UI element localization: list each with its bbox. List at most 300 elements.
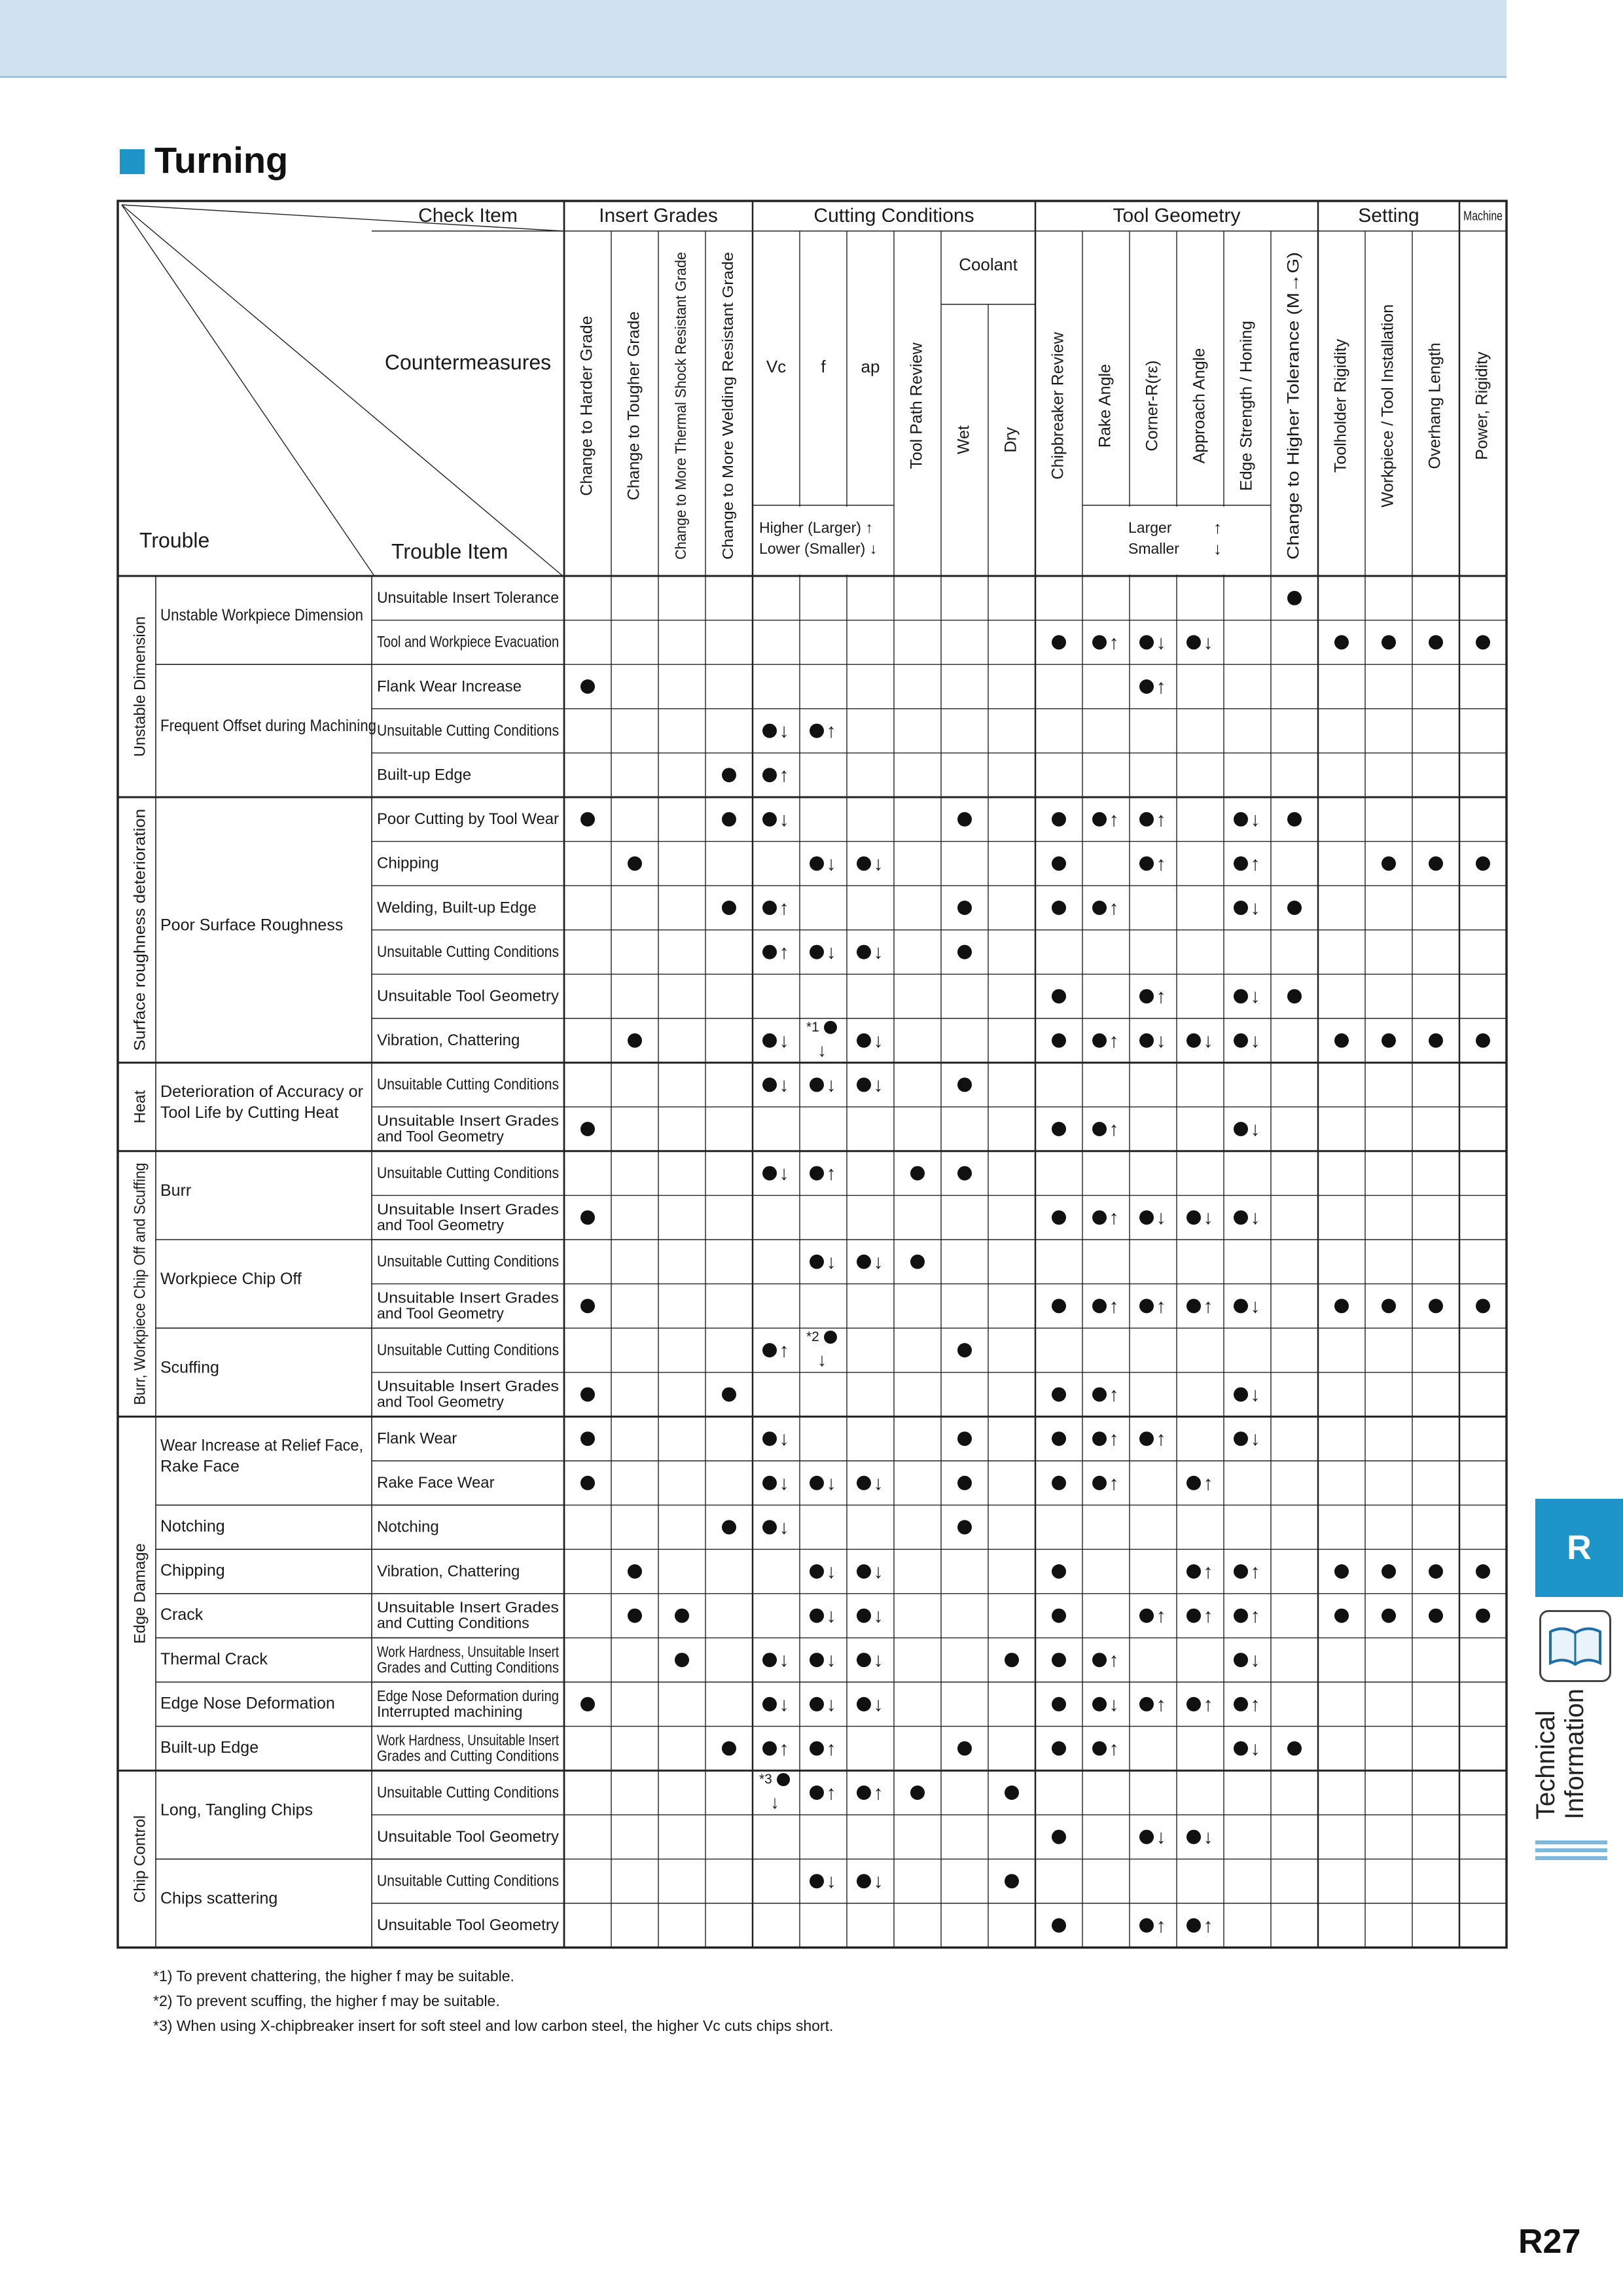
trouble-item: Grades and Cutting Conditions xyxy=(377,1659,559,1676)
bullet-mark xyxy=(1186,1033,1201,1048)
countermeasure-mark xyxy=(1476,856,1490,870)
bullet-mark xyxy=(1139,1697,1154,1712)
countermeasure-mark xyxy=(762,721,789,742)
arrow-mark: ↓ xyxy=(770,1792,779,1812)
bullet-mark xyxy=(810,1697,824,1712)
countermeasure-mark xyxy=(1476,1033,1490,1048)
countermeasure-mark xyxy=(1052,1830,1066,1844)
bullet-mark xyxy=(1476,856,1490,870)
trouble-item: Interrupted machining xyxy=(377,1702,523,1720)
countermeasure-mark xyxy=(580,1122,595,1136)
arrow-mark: ↓ xyxy=(1250,986,1260,1008)
bullet-mark xyxy=(762,1431,777,1446)
arrow-mark: ↓ xyxy=(873,1074,883,1096)
bullet-mark xyxy=(722,1388,736,1402)
bullet-mark xyxy=(1092,1210,1107,1225)
bullet-mark xyxy=(762,1476,777,1490)
countermeasure-mark xyxy=(857,1649,883,1671)
trouble-item: and Tool Geometry xyxy=(377,1304,504,1322)
legend-up-arrow: ↑ xyxy=(1213,517,1222,537)
arrow-mark: ↓ xyxy=(1203,1207,1213,1229)
countermeasure-mark xyxy=(1092,897,1119,919)
trouble-item: Unsuitable Insert Grades xyxy=(377,1377,559,1395)
trouble-item: Unsuitable Insert Grades xyxy=(377,1598,559,1616)
column-header: Change to Higher Tolerance (M→G) xyxy=(1284,298,1303,560)
bullet-mark xyxy=(857,1564,871,1579)
countermeasure-mark xyxy=(1052,1741,1066,1755)
bullet-mark xyxy=(1234,901,1248,915)
trouble-group-label: Heat xyxy=(131,1090,149,1124)
column-header: Change to Harder Grade xyxy=(577,315,596,496)
countermeasure-mark xyxy=(857,1030,883,1052)
arrow-mark: ↑ xyxy=(1109,1384,1119,1406)
bullet-mark xyxy=(762,1166,777,1181)
countermeasure-mark xyxy=(1186,1605,1213,1627)
trouble-item: Built-up Edge xyxy=(377,766,472,784)
countermeasure-mark xyxy=(1234,1030,1260,1052)
bullet-mark xyxy=(810,724,824,738)
arrow-mark: ↓ xyxy=(1250,897,1260,919)
countermeasure-mark xyxy=(580,679,595,694)
trouble-name: Tool Life by Cutting Heat xyxy=(160,1103,339,1122)
countermeasure-mark xyxy=(810,1871,836,1892)
bullet-mark xyxy=(1234,812,1248,827)
bullet-mark xyxy=(857,1255,871,1269)
countermeasure-mark xyxy=(957,1741,972,1755)
countermeasure-mark xyxy=(1234,809,1260,831)
check-item-label: Check Item xyxy=(418,204,518,226)
countermeasure-mark xyxy=(1382,1609,1396,1623)
bullet-mark xyxy=(1092,1299,1107,1313)
bullet-mark xyxy=(810,1785,824,1800)
arrow-mark: ↓ xyxy=(826,1649,836,1672)
trouble-item: and Tool Geometry xyxy=(377,1128,504,1145)
countermeasure-mark xyxy=(1429,1609,1443,1623)
arrow-mark: ↓ xyxy=(1203,1826,1213,1848)
bullet-mark xyxy=(810,1653,824,1667)
trouble-name: Thermal Crack xyxy=(160,1649,268,1668)
column-header: Overhang Length xyxy=(1425,342,1444,469)
countermeasure-mark xyxy=(910,1166,925,1181)
bullet-mark xyxy=(1429,1564,1443,1579)
countermeasure-mark xyxy=(1005,1653,1019,1667)
bullet-mark xyxy=(675,1609,689,1623)
bullet-mark xyxy=(1186,1476,1201,1490)
countermeasure-mark xyxy=(1092,632,1119,653)
trouble-name: Frequent Offset during Machining xyxy=(160,717,376,736)
countermeasure-mark xyxy=(1052,1918,1066,1933)
arrow-mark: ↑ xyxy=(1156,1605,1166,1627)
decorative-stripes xyxy=(1535,1840,1607,1864)
countermeasure-mark xyxy=(722,1741,736,1755)
trouble-group-label: Burr, Workpiece Chip Off and Scuffing xyxy=(131,1140,149,1405)
countermeasure-mark xyxy=(1092,1738,1119,1759)
countermeasure-mark xyxy=(762,942,789,963)
bullet-mark xyxy=(1234,1388,1248,1402)
trouble-item: Unsuitable Cutting Conditions xyxy=(377,1784,559,1802)
countermeasure-mark xyxy=(1092,1119,1119,1140)
bullet-mark xyxy=(857,1077,871,1092)
bullet-mark xyxy=(1092,635,1107,649)
bullet-mark xyxy=(1005,1785,1019,1800)
countermeasure-mark xyxy=(806,1329,837,1370)
trouble-name: Notching xyxy=(160,1517,225,1536)
bullet-mark xyxy=(1382,635,1396,649)
trouble-name: Chips scattering xyxy=(160,1889,278,1908)
countermeasure-mark xyxy=(1287,1741,1302,1755)
bullet-mark xyxy=(1476,1299,1490,1313)
arrow-mark: ↓ xyxy=(826,853,836,875)
bullet-mark xyxy=(1005,1653,1019,1667)
bullet-mark xyxy=(957,1741,972,1755)
arrow-mark: ↑ xyxy=(1109,632,1119,654)
countermeasure-mark xyxy=(762,1473,789,1494)
arrow-mark: ↓ xyxy=(873,1649,883,1672)
trouble-item: Unsuitable Insert Grades xyxy=(377,1289,559,1306)
bullet-mark xyxy=(1092,1388,1107,1402)
countermeasure-mark xyxy=(1005,1874,1019,1888)
arrow-mark: ↓ xyxy=(873,941,883,963)
countermeasure-mark xyxy=(1139,1605,1166,1627)
arrow-mark: ↓ xyxy=(779,1472,789,1494)
countermeasure-mark xyxy=(857,853,883,874)
bullet-mark xyxy=(1052,1122,1066,1136)
bullet-mark xyxy=(1139,1609,1154,1623)
bullet-mark xyxy=(1234,1741,1248,1755)
trouble-item: and Cutting Conditions xyxy=(377,1614,529,1632)
countermeasure-mark xyxy=(762,764,789,786)
trouble-name: Workpiece Chip Off xyxy=(160,1270,302,1289)
countermeasure-mark xyxy=(857,1561,883,1583)
arrow-mark: ↑ xyxy=(1109,1472,1119,1494)
countermeasure-mark xyxy=(1476,1564,1490,1579)
bullet-mark xyxy=(1234,1122,1248,1136)
countermeasure-mark xyxy=(1186,1295,1213,1317)
column-header: Approach Angle xyxy=(1190,348,1209,464)
trouble-item: Unsuitable Cutting Conditions xyxy=(377,1341,559,1359)
insert-grades-header: Insert Grades xyxy=(599,204,718,226)
footnote: *3) When using X-chipbreaker insert for soft steel and low carbon steel, the higher Vc cuts chips short. xyxy=(153,2017,834,2034)
bullet-mark xyxy=(1005,1874,1019,1888)
bullet-mark xyxy=(1382,1299,1396,1313)
arrow-mark: ↓ xyxy=(779,1074,789,1096)
arrow-mark: ↓ xyxy=(1250,1384,1260,1406)
bullet-mark xyxy=(1476,1609,1490,1623)
arrow-mark: ↓ xyxy=(1250,1295,1260,1318)
bullet-mark xyxy=(1052,1033,1066,1048)
bullet-mark xyxy=(762,1697,777,1712)
bullet-mark xyxy=(910,1785,925,1800)
countermeasure-mark xyxy=(857,1871,883,1892)
bullet-mark xyxy=(810,1741,824,1755)
arrow-mark: ↓ xyxy=(1109,1693,1119,1715)
bullet-mark xyxy=(1092,1122,1107,1136)
countermeasure-mark xyxy=(1139,1428,1166,1450)
arrow-mark: ↓ xyxy=(1250,808,1260,831)
trouble-item: Rake Face Wear xyxy=(377,1474,495,1492)
arrow-mark: ↑ xyxy=(826,1162,836,1185)
bullet-mark xyxy=(1382,1609,1396,1623)
countermeasure-mark xyxy=(1052,1388,1066,1402)
bullet-mark xyxy=(1334,1609,1349,1623)
countermeasure-mark xyxy=(628,1609,642,1623)
arrow-mark: ↓ xyxy=(779,1693,789,1715)
countermeasure-mark xyxy=(1139,986,1166,1007)
countermeasure-mark xyxy=(580,1697,595,1712)
arrow-mark: ↑ xyxy=(1203,1605,1213,1627)
bullet-mark xyxy=(957,812,972,827)
countermeasure-mark xyxy=(1334,1609,1349,1623)
arrow-mark: ↓ xyxy=(779,1030,789,1052)
arrow-mark: ↑ xyxy=(1109,1428,1119,1450)
trouble-name: Long, Tangling Chips xyxy=(160,1801,313,1820)
bullet-mark xyxy=(810,1255,824,1269)
bullet-mark xyxy=(762,1343,777,1357)
bullet-mark xyxy=(857,1653,871,1667)
trouble-item: and Tool Geometry xyxy=(377,1393,504,1410)
countermeasure-mark xyxy=(957,1077,972,1092)
bullet-mark xyxy=(1186,1697,1201,1712)
countermeasure-mark xyxy=(957,1520,972,1534)
arrow-mark: ↓ xyxy=(826,1561,836,1583)
countermeasure-mark xyxy=(1234,986,1260,1007)
bullet-mark xyxy=(857,1785,871,1800)
countermeasure-mark xyxy=(1234,1119,1260,1140)
section-tab[interactable]: R xyxy=(1535,1499,1623,1597)
trouble-item: Unsuitable Cutting Conditions xyxy=(377,1164,559,1182)
bullet-mark xyxy=(580,679,595,694)
bullet-mark xyxy=(824,1331,837,1344)
trouble-item: Unsuitable Cutting Conditions xyxy=(377,942,559,961)
bullet-mark xyxy=(810,1564,824,1579)
trouble-name: Unstable Workpiece Dimension xyxy=(160,606,363,625)
bullet-mark xyxy=(1186,1299,1201,1313)
arrow-mark: ↑ xyxy=(1203,1472,1213,1494)
arrow-mark: ↓ xyxy=(1203,632,1213,654)
arrow-mark: ↓ xyxy=(873,1030,883,1052)
bullet-mark xyxy=(1052,1697,1066,1712)
arrow-mark: ↑ xyxy=(779,1340,789,1361)
countermeasure-mark xyxy=(1052,1431,1066,1446)
arrow-mark: ↑ xyxy=(1203,1561,1213,1583)
arrow-mark: ↓ xyxy=(817,1350,827,1370)
trouble-name: Poor Surface Roughness xyxy=(160,916,344,935)
arrow-mark: ↓ xyxy=(779,808,789,831)
arrow-mark: ↑ xyxy=(826,1738,836,1760)
countermeasure-mark xyxy=(762,1074,789,1096)
arrow-mark: ↓ xyxy=(1250,1649,1260,1672)
bullet-mark xyxy=(777,1773,790,1786)
countermeasure-mark xyxy=(1052,856,1066,870)
countermeasure-mark xyxy=(810,1649,836,1671)
countermeasure-mark xyxy=(1052,1697,1066,1712)
countermeasure-mark xyxy=(1186,1915,1213,1937)
arrow-mark: ↑ xyxy=(1250,1605,1260,1627)
bullet-mark xyxy=(1429,1033,1443,1048)
bullet-mark xyxy=(857,1476,871,1490)
countermeasure-mark xyxy=(1139,809,1166,831)
countermeasure-mark xyxy=(628,1033,642,1048)
arrow-mark: ↓ xyxy=(873,1472,883,1494)
countermeasure-mark xyxy=(762,1428,789,1450)
bullet-mark xyxy=(1052,1609,1066,1623)
countermeasure-mark xyxy=(1382,1299,1396,1313)
countermeasure-mark xyxy=(1234,1295,1260,1317)
countermeasure-mark xyxy=(1186,1827,1213,1848)
bullet-mark xyxy=(580,1299,595,1313)
diagonal-line xyxy=(122,205,563,576)
arrow-mark: ↑ xyxy=(1109,808,1119,831)
bullet-mark xyxy=(580,1431,595,1446)
bullet-mark xyxy=(1052,1388,1066,1402)
countermeasure-mark xyxy=(762,809,789,831)
countermeasure-mark xyxy=(1382,1564,1396,1579)
arrow-mark: ↓ xyxy=(779,1516,789,1539)
bullet-mark xyxy=(857,1609,871,1623)
bullet-mark xyxy=(722,1741,736,1755)
countermeasure-mark xyxy=(1139,1295,1166,1317)
countermeasure-mark xyxy=(1092,1295,1119,1317)
countermeasure-mark xyxy=(1234,1384,1260,1406)
trouble-label: Trouble xyxy=(139,528,210,552)
cutting-conditions-header: Cutting Conditions xyxy=(813,204,974,226)
countermeasure-mark xyxy=(1139,632,1166,653)
trouble-name: Edge Nose Deformation xyxy=(160,1694,335,1713)
arrow-mark: ↑ xyxy=(1156,808,1166,831)
book-icon xyxy=(1539,1610,1611,1682)
footnote-ref: *3 xyxy=(759,1772,772,1787)
bullet-mark xyxy=(762,1033,777,1048)
column-header: Rake Angle xyxy=(1096,364,1115,448)
bullet-mark xyxy=(1476,1033,1490,1048)
bullet-mark xyxy=(762,1653,777,1667)
trouble-item: Unsuitable Cutting Conditions xyxy=(377,721,559,740)
legend-smaller: Smaller xyxy=(1128,540,1179,558)
bullet-mark xyxy=(1287,812,1302,827)
bullet-mark xyxy=(1052,1564,1066,1579)
countermeasure-mark xyxy=(957,1431,972,1446)
countermeasure-mark xyxy=(1234,897,1260,919)
trouble-item: Unsuitable Cutting Conditions xyxy=(377,1075,559,1094)
bullet-mark xyxy=(1052,635,1066,649)
trouble-item: and Tool Geometry xyxy=(377,1216,504,1234)
arrow-mark: ↑ xyxy=(1109,1649,1119,1672)
arrow-mark: ↑ xyxy=(1203,1914,1213,1937)
bullet-mark xyxy=(1092,1033,1107,1048)
bullet-mark xyxy=(762,1077,777,1092)
countermeasure-mark xyxy=(1052,1033,1066,1048)
trouble-item: Edge Nose Deformation during xyxy=(377,1687,559,1704)
countermeasure-mark xyxy=(857,942,883,963)
trouble-name: Rake Face xyxy=(160,1457,240,1476)
bullet-mark xyxy=(580,812,595,827)
trouble-item: Unsuitable Insert Grades xyxy=(377,1112,559,1130)
bullet-mark xyxy=(1139,1918,1154,1933)
trouble-group-label: Edge Damage xyxy=(131,1543,149,1644)
countermeasure-mark xyxy=(1052,1476,1066,1490)
bullet-mark xyxy=(1287,1741,1302,1755)
trouble-name: Scuffing xyxy=(160,1358,219,1377)
bullet-mark xyxy=(1052,1918,1066,1933)
countermeasure-mark xyxy=(580,1431,595,1446)
bullet-mark xyxy=(957,1166,972,1181)
arrow-mark: ↓ xyxy=(873,1871,883,1893)
bullet-mark xyxy=(1234,1299,1248,1313)
bullet-mark xyxy=(857,856,871,870)
countermeasure-mark xyxy=(722,812,736,827)
countermeasure-mark xyxy=(810,1473,836,1494)
countermeasure-mark xyxy=(1429,1033,1443,1048)
countermeasure-mark xyxy=(580,1476,595,1490)
countermeasure-mark xyxy=(580,1388,595,1402)
countermeasure-mark xyxy=(759,1772,790,1812)
bullet-mark xyxy=(1186,1918,1201,1933)
legend-down-arrow: ↓ xyxy=(1213,538,1222,558)
legend-higher: Higher (Larger) ↑ xyxy=(759,519,873,537)
countermeasure-mark xyxy=(1234,1207,1260,1229)
bullet-mark xyxy=(1052,1741,1066,1755)
countermeasure-mark xyxy=(580,1210,595,1225)
countermeasure-mark xyxy=(810,1251,836,1273)
machine-header: Machine xyxy=(1463,209,1503,224)
column-header: Tool Path Review xyxy=(907,342,926,469)
countermeasure-mark xyxy=(1092,809,1119,831)
countermeasure-mark xyxy=(1052,1609,1066,1623)
trouble-item: Flank Wear xyxy=(377,1429,457,1448)
bullet-mark xyxy=(1287,901,1302,915)
countermeasure-mark xyxy=(910,1255,925,1269)
bullet-mark xyxy=(857,945,871,960)
countermeasure-mark xyxy=(1476,1299,1490,1313)
countermeasure-mark xyxy=(1287,812,1302,827)
countermeasure-mark xyxy=(1382,635,1396,649)
bullet-mark xyxy=(1052,989,1066,1003)
bullet-mark xyxy=(1092,901,1107,915)
bullet-mark xyxy=(1334,1033,1349,1048)
bullet-mark xyxy=(1382,1564,1396,1579)
bullet-mark xyxy=(580,1697,595,1712)
trouble-item: Unsuitable Cutting Conditions xyxy=(377,1253,559,1271)
bullet-mark xyxy=(1476,1564,1490,1579)
trouble-item: Grades and Cutting Conditions xyxy=(377,1747,559,1765)
countermeasure-mark xyxy=(675,1609,689,1623)
countermeasure-mark xyxy=(1234,1694,1260,1715)
bullet-mark xyxy=(1234,1653,1248,1667)
bullet-mark xyxy=(957,1077,972,1092)
bullet-mark xyxy=(1234,1609,1248,1623)
bullet-mark xyxy=(957,1520,972,1534)
arrow-mark: ↓ xyxy=(873,853,883,875)
bullet-mark xyxy=(1092,1741,1107,1755)
countermeasure-mark xyxy=(1334,635,1349,649)
countermeasure-mark xyxy=(857,1251,883,1273)
countermeasure-mark xyxy=(1287,901,1302,915)
arrow-mark: ↑ xyxy=(1156,986,1166,1008)
bullet-mark xyxy=(580,1388,595,1402)
countermeasure-mark xyxy=(1052,635,1066,649)
trouble-item: Notching xyxy=(377,1518,439,1536)
bullet-mark xyxy=(580,1210,595,1225)
trouble-item: Work Hardness, Unsuitable Insert xyxy=(377,1643,560,1660)
arrow-mark: ↑ xyxy=(1250,1561,1260,1583)
countermeasure-mark xyxy=(580,812,595,827)
trouble-item: Unsuitable Tool Geometry xyxy=(377,1827,559,1846)
diagonal-line xyxy=(122,205,374,576)
countermeasure-mark xyxy=(762,1516,789,1538)
countermeasure-mark xyxy=(1092,1649,1119,1671)
trouble-item: Unsuitable Cutting Conditions xyxy=(377,1872,559,1890)
trouble-item: Unsuitable Insert Tolerance xyxy=(377,589,559,607)
